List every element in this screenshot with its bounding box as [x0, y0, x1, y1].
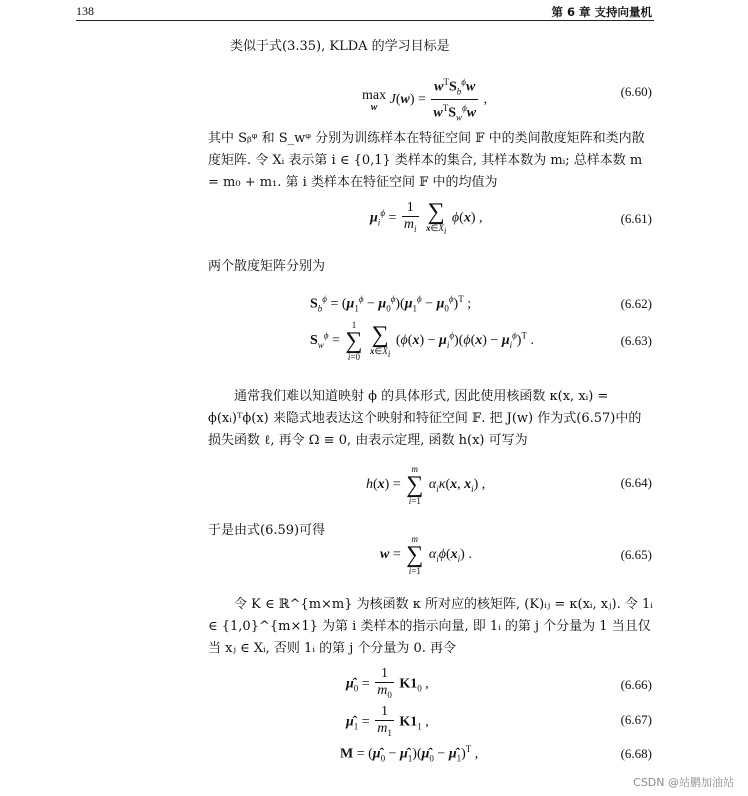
equation-number-6-65: (6.65) [620, 547, 652, 562]
equation-6-64: h(x) = m ∑ i=1 $\alpha_i\kappa(x$, $x_i$) , [366, 464, 486, 506]
equation-6-62: $S_b^\phi = (\mu_1^\phi - \mu_0^\phi)(\mu_1^\phi - \mu_0^\phi)^T$ ; [310, 294, 472, 314]
equation-6-68: $M = (\mû_0$ − $\mû_1)(\mû_0$ − $\mû_1)^T$ , [340, 744, 479, 764]
page-number: 138 [76, 4, 94, 18]
watermark: CSDN @站鹏加油站 [633, 776, 734, 789]
chapter-title: 第 6 章 支持向量机 [551, 5, 652, 19]
equation-number-6-68: (6.68) [620, 746, 652, 761]
equation-6-63: $S_w^\phi$ = 1 ∑ i=0 ∑ $x\in X_i$ $(\phi(x) - \mu_i^\phi)(\phi(x) - \mu_i^\phi)^T$ . [310, 320, 534, 362]
equation-6-65: w = m ∑ i=1 $\alpha_i\phi(x_i)$ . [380, 534, 472, 576]
paragraph-2: 其中 Sᵦᵠ 和 S_wᵠ 分别为训练样本在特征空间 𝔽 中的类间散度矩阵和类内散度矩阵. 令 Xᵢ 表示第 i ∈ {0,1} 类样本的集合, 其样本数为 mᵢ; 总样本数 m = m₀ + m₁. 第 i 类样本在特征空间 𝔽 中的均值为 [208, 131, 645, 190]
equation-6-61: $\mu_i^\phi$ = $\frac{1}{m_i}$ ∑ $x\in X_i$ ϕ(x) , [370, 199, 483, 236]
paragraph-6: 令 K ∈ ℝ^{m×m} 为核函数 κ 所对应的核矩阵, (K)ᵢⱼ = κ(xᵢ, xⱼ). 令 1ᵢ ∈ {1,0}^{m×1} 为第 i 类样本的指示向量, 即 1ᵢ 的第 j 个分量为 1 当且仅当 xⱼ ∈ Xᵢ, 否则 1ᵢ 的第 j 个分量为 0. 再令 [208, 597, 653, 656]
equation-6-67: $\mû_1$ = $\frac{1}{m_1}$ $K1_1$ , [346, 704, 429, 738]
paragraph-5: 于是由式(6.59)可得 [208, 523, 326, 538]
equation-number-6-63: (6.63) [620, 333, 652, 348]
equation-number-6-61: (6.61) [620, 211, 652, 226]
equation-6-66: $\mû_0$ = $\frac{1}{m_0}$ $K1_0$ , [346, 666, 429, 700]
equation-6-60: max w J(w) = $\frac{w^TS_b^\phi w}{w^TS_w^\phi w}$ , [362, 74, 487, 126]
equation-number-6-66: (6.66) [620, 677, 652, 692]
paragraph-1: 类似于式(3.35), KLDA 的学习目标是 [230, 39, 450, 54]
equation-number-6-64: (6.64) [620, 475, 652, 490]
paragraph-4: 通常我们难以知道映射 ϕ 的具体形式, 因此使用核函数 κ(x, xᵢ) = ϕ(xᵢ)ᵀϕ(x) 来隐式地表达这个映射和特征空间 𝔽. 把 J(w) 作为式(6.57)中的损失函数 ℓ, 再令 Ω ≡ 0, 由表示定理, 函数 h(x) 可写为 [208, 389, 642, 448]
equation-number-6-60: (6.60) [620, 84, 652, 99]
paragraph-3: 两个散度矩阵分别为 [208, 259, 326, 274]
equation-number-6-62: (6.62) [620, 296, 652, 311]
header-rule [76, 20, 654, 21]
equation-number-6-67: (6.67) [620, 712, 652, 727]
